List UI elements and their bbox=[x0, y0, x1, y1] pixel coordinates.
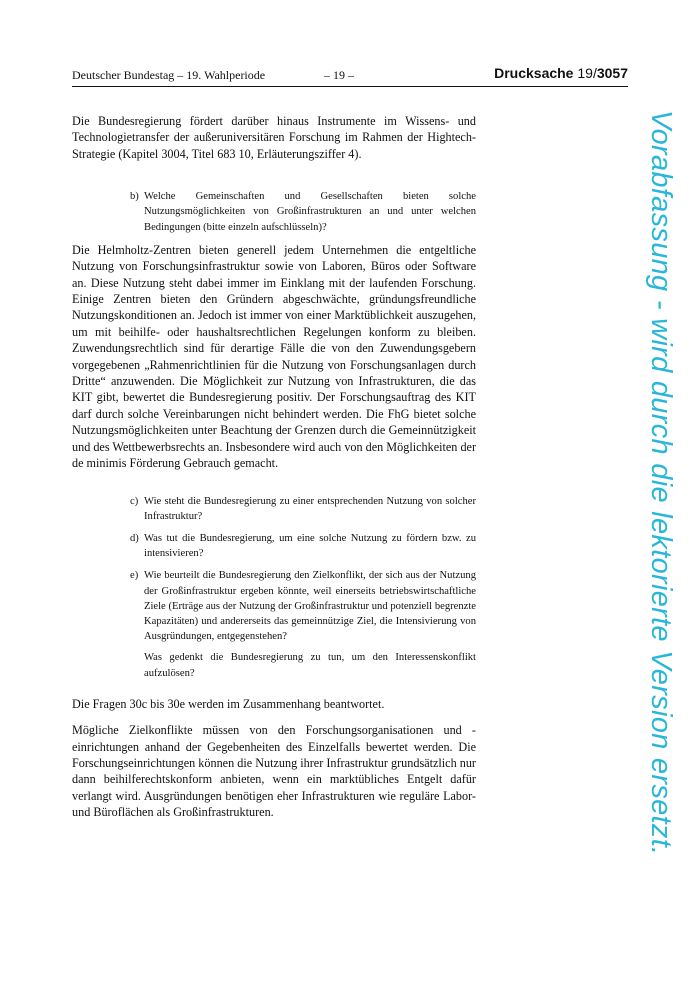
doc-number-value: 3057 bbox=[596, 65, 628, 81]
paragraph-intro: Die Bundesregierung fördert darüber hinaus Instrumente im Wissens- und Technologietransfer der außeruniversitären Forschung im Rahmen der Hightech-Strategie (Kapitel 3004, Titel 683 10, Erläuterungsziffer 4). bbox=[72, 114, 476, 161]
question-e bbox=[130, 568, 476, 680]
question-e-letter: e) bbox=[130, 570, 139, 582]
document-number bbox=[494, 65, 628, 81]
page-content bbox=[72, 113, 476, 821]
answer-c-e: Mögliche Zielkonflikte müssen von den Forschungsorganisationen und -einrichtungen anhand der Gegebenheiten des Einzelfalls bewertet werden. Die Forschungseinrichtungen können die Nutzung ihrer Infrastruktur grundsätzlich nur dann beihilferechtskonform anbieten, wenn ein marktübliches Entgelt dafür verlangt wird. Ausgründungen benötigen eher Infrastrukturen wie reguläre Labor- und Büroflächen als Großinfrastrukturen. bbox=[72, 723, 476, 820]
question-e-text: Wie beurteilt die Bundesregierung den Zielkonflikt, der sich aus der Nutzung der Großinfrastruktur ergeben könnte, weil einerseits betriebswirtschaftliche Ziele (Erträge aus der Nutzung der Großinfrastruktur und potenziell begrenzte Kapazitäten) und andererseits das gemeinnützige Ziel, die Intensivierung von Ausgründungen, entgegenstehen? bbox=[144, 570, 476, 643]
question-b bbox=[130, 189, 476, 235]
question-e-followup: Was gedenkt die Bundesregierung zu tun, um den Interessenskonflikt aufzulösen? bbox=[144, 652, 476, 679]
question-b-text: Welche Gemeinschaften und Gesellschaften bieten solche Nutzungsmöglichkeiten von Großinfrastrukturen an und unter welchen Bedingungen (bitte einzeln aufschlüsseln)? bbox=[144, 191, 476, 233]
question-c-text: Wie steht die Bundesregierung zu einer entsprechenden Nutzung von solcher Infrastruktur? bbox=[144, 495, 476, 522]
page-header bbox=[72, 65, 628, 87]
answer-b: Die Helmholtz-Zentren bieten generell jedem Unternehmen die entgeltliche Nutzung von Forschungsinfrastruktur sowie von Laboren, Büros oder Software an. Diese Nutzung steht dabei immer im Einklang mit der laufenden Forschung. Einige Zentren bieten den Gründern abgeschwächte, gründungsfreundliche Nutzungskonditionen an. Jedoch ist immer von einer Marktüblichkeit auszugehen, um mit beihilfe- oder haushaltsrechtlichen Regelungen konform zu bleiben. Zuwendungsrechtlich sind für derartige Fälle die von den Zuwendungsgebern vorgegebenen „Rahmenrichtlinien für die Nutzung von Forschungsanlagen durch Dritte“ anzuwenden. Die Möglichkeit zur Nutzung von Infrastrukturen, die das KIT gibt, bewertet die Bundesregierung positiv. Der Forschungsauftrag des KIT darf durch solche Vereinbarungen nicht behindert werden. Die FhG bietet solche Nutzungsmöglichkeiten unter Beachtung der Grenzen durch die Gemeinnützigkeit und des Wettbewerbsrechts an. Insbesondere wird auch von den Möglichkeiten der de minimis Förderung Gebrauch gemacht. bbox=[72, 242, 476, 471]
question-c bbox=[130, 494, 476, 524]
question-d-letter: d) bbox=[130, 532, 139, 544]
answer-intro-c-e: Die Fragen 30c bis 30e werden im Zusammenhang beantwortet. bbox=[72, 696, 385, 711]
draft-watermark: Vorabfassung - wird durch die lektorierte Version ersetzt. bbox=[645, 110, 677, 856]
page-number: – 19 – bbox=[324, 68, 354, 82]
header-publisher: Deutscher Bundestag – 19. Wahlperiode bbox=[72, 68, 266, 82]
question-b-letter: b) bbox=[130, 191, 139, 203]
doc-label: Drucksache bbox=[494, 65, 574, 81]
doc-period: 19/ bbox=[577, 65, 597, 81]
question-d-text: Was tut die Bundesregierung, um eine solche Nutzung zu fördern bzw. zu intensivieren? bbox=[144, 532, 476, 560]
question-c-letter: c) bbox=[130, 495, 139, 507]
question-d bbox=[130, 531, 476, 561]
